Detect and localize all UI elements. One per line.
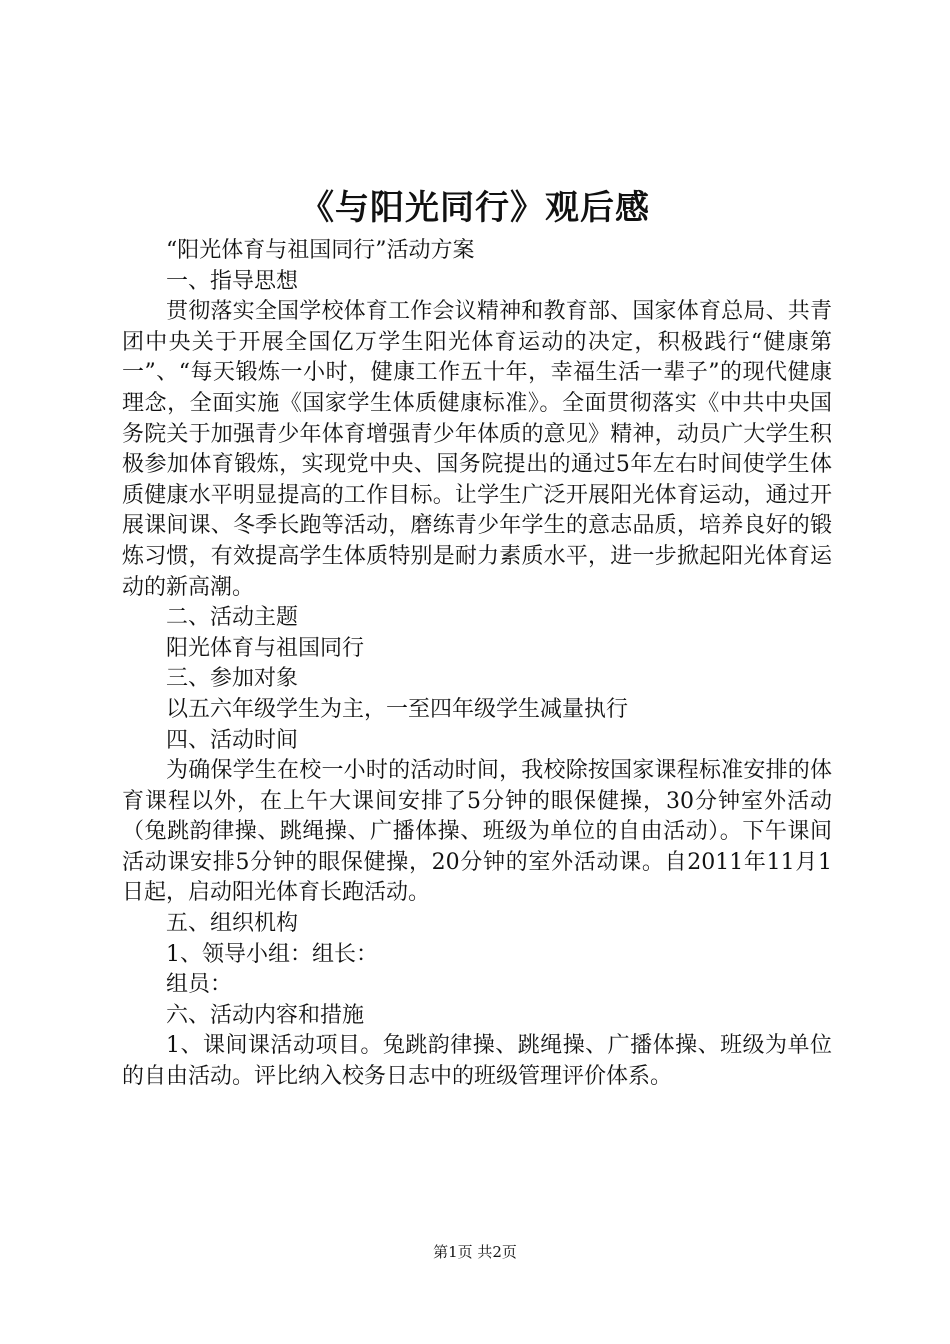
paragraph-activity-time: 为确保学生在校一小时的活动时间，我校除按国家课程标准安排的体育课程以外，在上午大课间安排了5分钟的眼保健操，30分钟室外活动（兔跳韵律操、跳绳操、广播体操、班级为单位的自由活动）。下午课间活动课安排5分钟的眼保健操，20分钟的室外活动课。自2011年11月1日起，启动阳光体育长跑活动。: [122, 758, 832, 906]
paragraph-plan-title: “阳光体育与祖国同行”活动方案: [166, 238, 475, 263]
document-body: [122, 236, 832, 1093]
document-title: 《与阳光同行》观后感: [300, 188, 650, 228]
heading-participants: 三、参加对象: [166, 666, 299, 692]
page-footer: 第1页 共2页: [433, 1243, 517, 1261]
paragraph-break-activities: 1、课间课活动项目。兔跳韵律操、跳绳操、广播体操、班级为单位的自由活动。评比纳入校务日志中的班级管理评价体系。: [122, 1033, 832, 1090]
paragraph-participants: 以五六年级学生为主，一至四年级学生减量执行: [166, 696, 629, 722]
heading-guiding-thought: 一、指导思想: [166, 268, 299, 294]
heading-activity-time: 四、活动时间: [166, 727, 299, 753]
heading-content-measures: 六、活动内容和措施: [166, 1002, 365, 1028]
heading-activity-theme: 二、活动主题: [166, 605, 299, 631]
paragraph-leader-group: 1、领导小组：组长：: [166, 941, 378, 967]
heading-organization: 五、组织机构: [166, 911, 299, 937]
paragraph-members: 组员：: [166, 972, 233, 998]
paragraph-activity-theme: 阳光体育与祖国同行: [166, 635, 365, 661]
paragraph-guiding-thought: 贯彻落实全国学校体育工作会议精神和教育部、国家体育总局、共青团中央关于开展全国亿万学生阳光体育运动的决定，积极践行“健康第一”、“每天锻炼一小时，健康工作五十年，幸福生活一辈子”的现代健康理念，全面实施《国家学生体质健康标准》。全面贯彻落实《中共中央国务院关于加强青少年体育增强青少年体质的意见》精神，动员广大学生积极参加体育锻炼，实现党中央、国务院提出的通过5年左右时间使学生体质健康水平明显提高的工作目标。让学生广泛开展阳光体育运动，通过开展课间课、冬季长跑等活动，磨练青少年学生的意志品质，培养良好的锻炼习惯，有效提高学生体质特别是耐力素质水平，进一步掀起阳光体育运动的新高潮。: [122, 299, 832, 600]
